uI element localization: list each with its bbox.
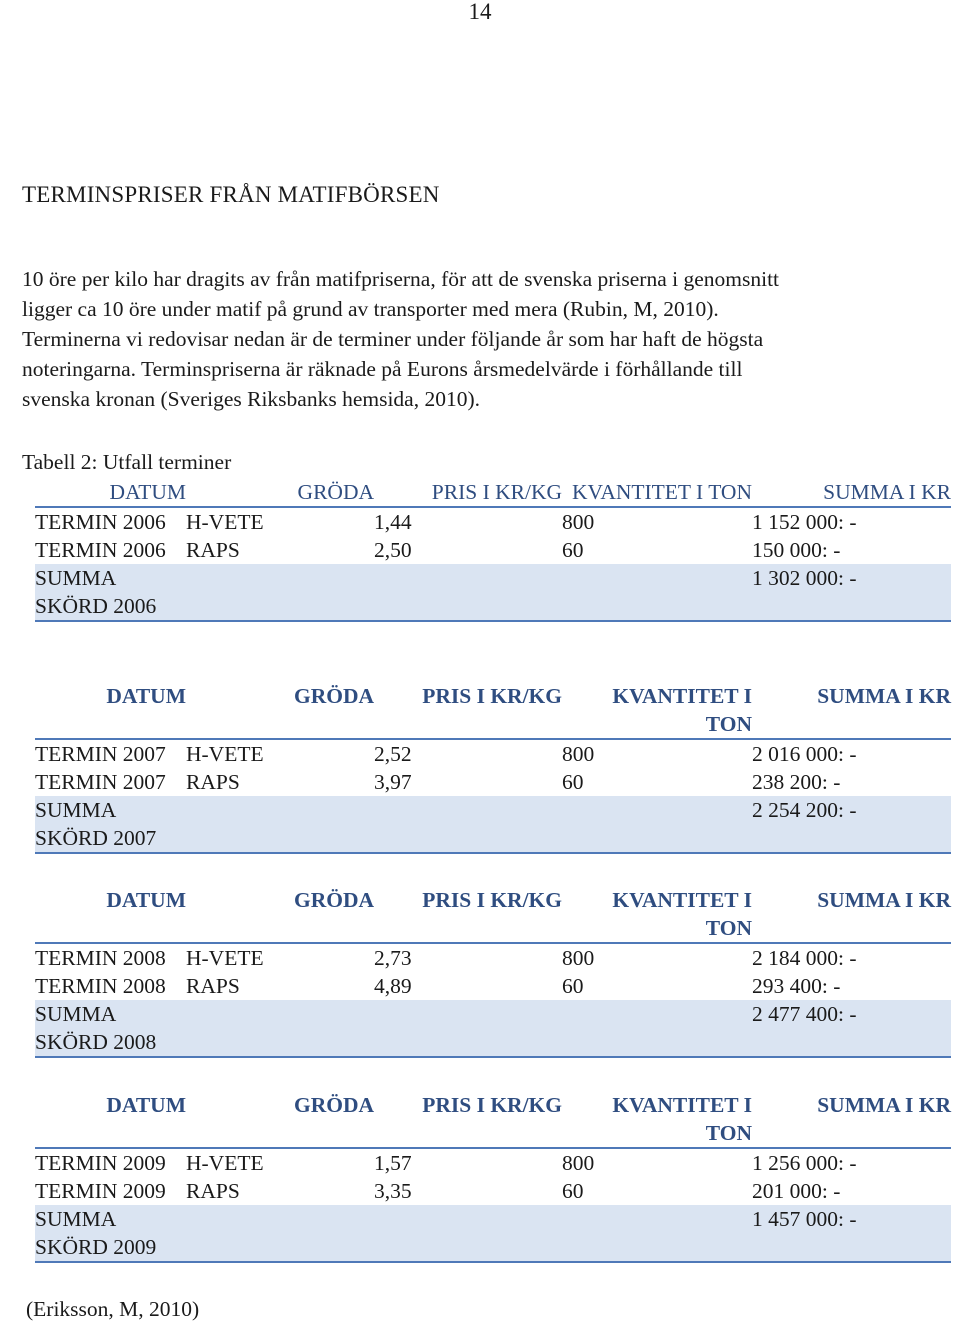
cell-kvantitet: 60 (562, 770, 584, 794)
sum-row (35, 564, 951, 621)
table-header-row (35, 1091, 951, 1148)
header-groda: GRÖDA (293, 684, 374, 708)
header-kvantitet: KVANTITET I TON (612, 684, 752, 736)
cell-pris: 1,44 (374, 507, 562, 536)
empty-cell (186, 796, 374, 853)
empty-cell (562, 1205, 752, 1262)
cell-datum: TERMIN 2006 (35, 538, 166, 562)
table-caption: Tabell 2: Utfall terminer (22, 450, 232, 474)
header-datum: DATUM (109, 480, 186, 504)
cell-kvantitet: 800 (562, 507, 752, 536)
cell-summa: 2 184 000: - (752, 943, 951, 972)
cell-datum: TERMIN 2008 (35, 974, 166, 998)
table-row (35, 1148, 951, 1177)
table-row (35, 943, 951, 972)
intro-line: Terminerna vi redovisar nedan är de terminer under följande år som har haft de högsta (22, 327, 764, 351)
table-header-row (35, 478, 951, 507)
table-row (35, 768, 951, 796)
cell-kvantitet: 800 (562, 739, 752, 768)
table-row (35, 536, 951, 564)
header-kvantitet: KVANTITET I TON (572, 480, 752, 504)
cell-kvantitet: 60 (562, 974, 584, 998)
results-table-2008 (35, 886, 951, 1058)
table-row (35, 972, 951, 1000)
sum-value: 1 457 000: - (752, 1205, 951, 1262)
empty-cell (374, 1205, 562, 1262)
cell-summa: 2 016 000: - (752, 739, 951, 768)
cell-summa: 1 256 000: - (752, 1148, 951, 1177)
header-datum: DATUM (106, 888, 186, 912)
empty-cell (186, 564, 374, 621)
empty-cell (374, 564, 562, 621)
results-table-2007 (35, 682, 951, 854)
header-kvantitet: KVANTITET I TON (612, 1093, 752, 1145)
header-datum: DATUM (106, 1093, 186, 1117)
intro-line: svenska kronan (Sveriges Riksbanks hemsida, 2010). (22, 387, 480, 411)
sum-row (35, 1000, 951, 1057)
cell-datum: TERMIN 2009 (35, 1179, 166, 1203)
header-pris: PRIS I KR/KG (422, 888, 562, 912)
section-heading: TERMINSPRISER FRÅN MATIFBÖRSEN (22, 182, 440, 207)
cell-datum: TERMIN 2008 (35, 943, 186, 972)
sum-row (35, 796, 951, 853)
table-header-row (35, 682, 951, 739)
intro-paragraph (22, 264, 937, 414)
intro-line: 10 öre per kilo har dragits av från matifpriserna, för att de svenska priserna i genomsnitt (22, 267, 780, 291)
cell-kvantitet: 800 (562, 1148, 752, 1177)
header-datum: DATUM (106, 684, 186, 708)
cell-kvantitet: 800 (562, 943, 752, 972)
header-pris: PRIS I KR/KG (422, 684, 562, 708)
empty-cell (374, 1000, 562, 1057)
results-table-2006 (35, 478, 951, 622)
sum-row (35, 1205, 951, 1262)
sum-value: 2 254 200: - (752, 796, 951, 853)
cell-pris: 4,89 (374, 974, 412, 998)
page-number: 14 (468, 0, 492, 24)
empty-cell (562, 564, 752, 621)
header-summa: SUMMA I KR (817, 888, 951, 912)
table-row (35, 1177, 951, 1205)
table-row (35, 507, 951, 536)
header-pris: PRIS I KR/KG (422, 1093, 562, 1117)
cell-pris: 2,50 (374, 538, 412, 562)
cell-groda: RAPS (186, 974, 240, 998)
cell-kvantitet: 60 (562, 1179, 584, 1203)
sum-label: SUMMA SKÖRD 2008 (35, 1000, 186, 1057)
sum-label: SUMMA SKÖRD 2009 (35, 1205, 186, 1262)
header-summa: SUMMA I KR (817, 684, 951, 708)
cell-groda: H-VETE (186, 739, 374, 768)
empty-cell (186, 1000, 374, 1057)
intro-line: ligger ca 10 öre under matif på grund av transporter med mera (Rubin, M, 2010). (22, 297, 719, 321)
empty-cell (562, 1000, 752, 1057)
cell-datum: TERMIN 2009 (35, 1148, 186, 1177)
header-kvantitet: KVANTITET I TON (612, 888, 752, 940)
header-summa: SUMMA I KR (817, 1093, 951, 1117)
cell-pris: 2,73 (374, 943, 562, 972)
sum-value: 2 477 400: - (752, 1000, 951, 1057)
cell-groda: RAPS (186, 538, 240, 562)
cell-summa: 1 152 000: - (752, 507, 951, 536)
cell-pris: 1,57 (374, 1148, 562, 1177)
header-groda: GRÖDA (297, 480, 374, 504)
cell-pris: 3,35 (374, 1179, 412, 1203)
cell-kvantitet: 60 (562, 538, 584, 562)
sum-value: 1 302 000: - (752, 564, 951, 621)
intro-line: noteringarna. Terminspriserna är räknade på Eurons årsmedelvärde i förhållande till (22, 357, 743, 381)
cell-datum: TERMIN 2007 (35, 739, 186, 768)
results-table-2009 (35, 1091, 951, 1263)
cell-datum: TERMIN 2006 (35, 507, 186, 536)
table-row (35, 739, 951, 768)
cell-summa: 201 000: - (752, 1179, 841, 1203)
sum-label: SUMMA SKÖRD 2006 (35, 564, 186, 621)
cell-summa: 150 000: - (752, 538, 841, 562)
cell-datum: TERMIN 2007 (35, 770, 166, 794)
sum-label: SUMMA SKÖRD 2007 (35, 796, 186, 853)
cell-groda: H-VETE (186, 507, 374, 536)
header-summa: SUMMA I KR (823, 480, 951, 504)
empty-cell (186, 1205, 374, 1262)
cell-summa: 293 400: - (752, 974, 841, 998)
cell-pris: 3,97 (374, 770, 412, 794)
header-groda: GRÖDA (293, 1093, 374, 1117)
source-citation: (Eriksson, M, 2010) (26, 1297, 200, 1321)
empty-cell (562, 796, 752, 853)
cell-summa: 238 200: - (752, 770, 841, 794)
cell-groda: H-VETE (186, 1148, 374, 1177)
cell-groda: RAPS (186, 1179, 240, 1203)
header-pris: PRIS I KR/KG (431, 480, 562, 504)
table-header-row (35, 886, 951, 943)
cell-groda: H-VETE (186, 943, 374, 972)
cell-pris: 2,52 (374, 739, 562, 768)
cell-groda: RAPS (186, 770, 240, 794)
header-groda: GRÖDA (293, 888, 374, 912)
empty-cell (374, 796, 562, 853)
